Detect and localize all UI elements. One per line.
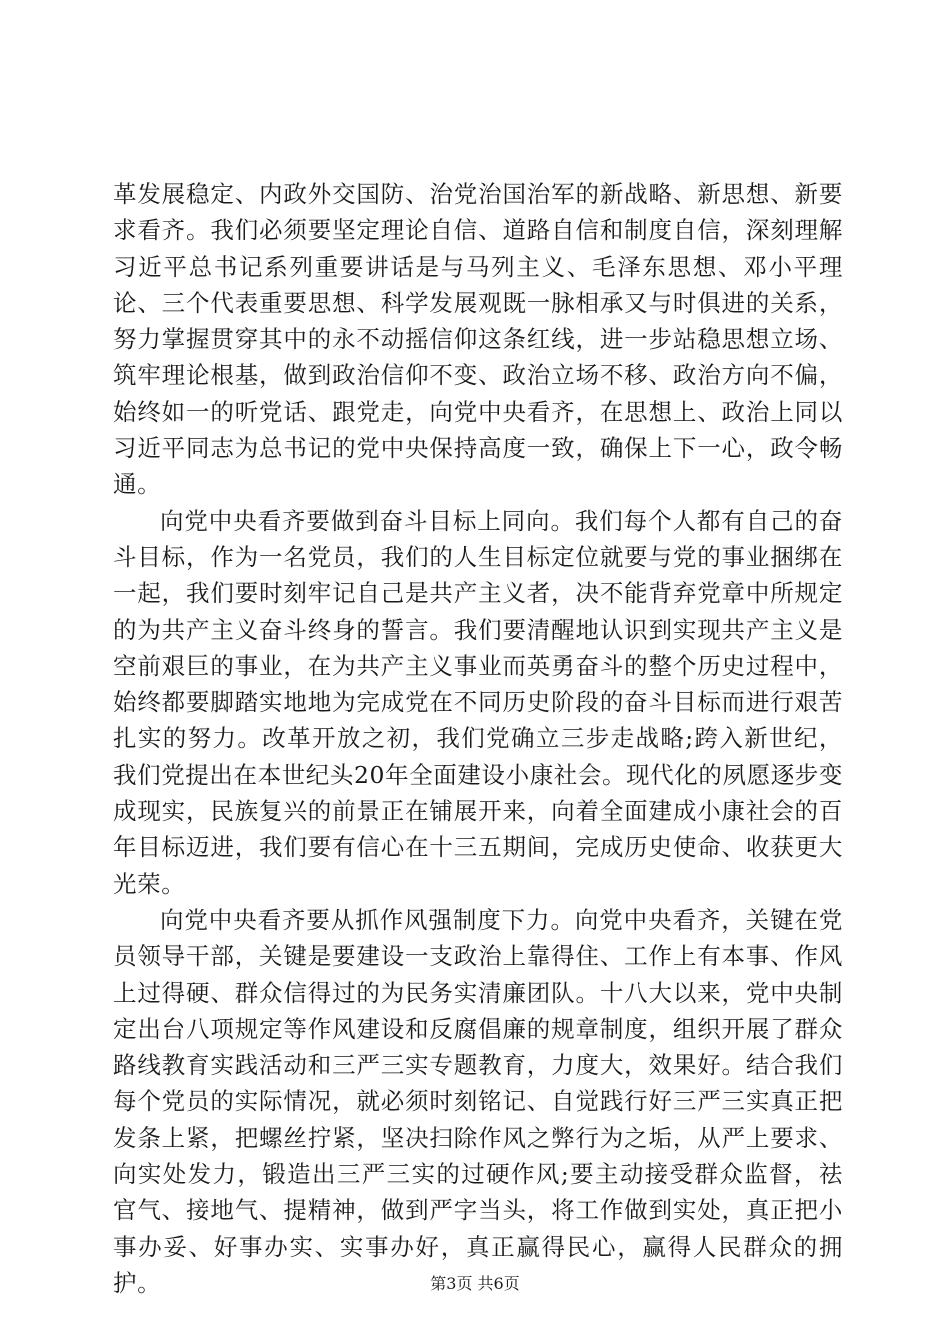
page-number-footer: 第3页 共6页	[430, 1274, 520, 1293]
document-body	[113, 176, 843, 1301]
paragraph-3: 向党中央看齐要从抓作风强制度下力。向党中央看齐，关键在党员领导干部，关键是要建设一支政治上靠得住、工作上有本事、作风上过得硬、群众信得过的为民务实清廉团队。十八大以来，党中央制定出台八项规定等作风建设和反腐倡廉的规章制度，组织开展了群众路线教育实践活动和三严三实专题教育，力度大，效果好。结合我们每个党员的实际情况，就必须时刻铭记、自觉践行好三严三实真正把发条上紧，把螺丝拧紧，坚决扫除作风之弊行为之垢，从严上要求、向实处发力，锻造出三严三实的过硬作风;要主动接受群众监督，祛官气、接地气、提精神，做到严字当头，将工作做到实处，真正把小事办妥、好事办实、实事办好，真正赢得民心，赢得人民群众的拥护。	[113, 905, 843, 1297]
paragraph-1: 革发展稳定、内政外交国防、治党治国治军的新战略、新思想、新要求看齐。我们必须要坚定理论自信、道路自信和制度自信，深刻理解习近平总书记系列重要讲话是与马列主义、毛泽东思想、邓小平理论、三个代表重要思想、科学发展观既一脉相承又与时俱进的关系，努力掌握贯穿其中的永不动摇信仰这条红线，进一步站稳思想立场、筑牢理论根基，做到政治信仰不变、政治立场不移、政治方向不偏，始终如一的听党话、跟党走，向党中央看齐，在思想上、政治上同以习近平同志为总书记的党中央保持高度一致，确保上下一心，政令畅通。	[113, 180, 843, 499]
paragraph-2: 向党中央看齐要做到奋斗目标上同向。我们每个人都有自己的奋斗目标，作为一名党员，我们的人生目标定位就要与党的事业捆绑在一起，我们要时刻牢记自己是共产主义者，决不能背弃党章中所规定的为共产主义奋斗终身的誓言。我们要清醒地认识到实现共产主义是空前艰巨的事业，在为共产主义事业而英勇奋斗的整个历史过程中，始终都要脚踏实地地为完成党在不同历史阶段的奋斗目标而进行艰苦扎实的努力。改革开放之初，我们党确立三步走战略;跨入新世纪，我们党提出在本世纪头20年全面建设小康社会。现代化的夙愿逐步变成现实，民族复兴的前景正在铺展开来，向着全面建成小康社会的百年目标迈进，我们要有信心在十三五期间，完成历史使命、收获更大光荣。	[113, 506, 844, 898]
